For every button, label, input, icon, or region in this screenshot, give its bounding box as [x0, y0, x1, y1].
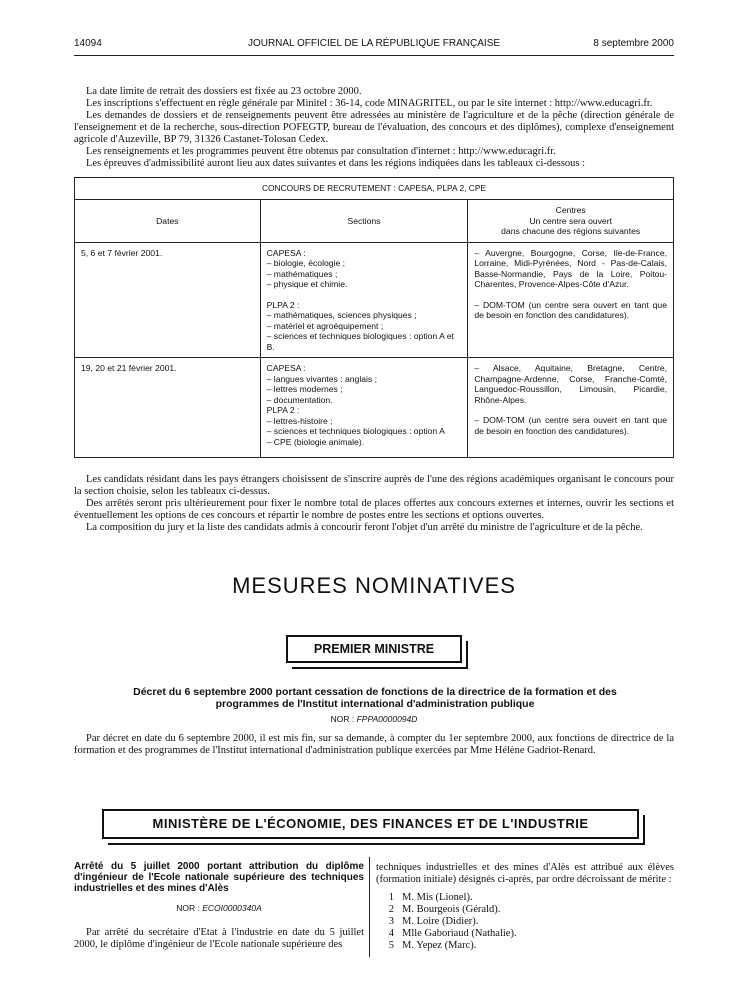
arrete-body-right: techniques industrielles et des mines d'Alès est attribué aux élèves (formation initiale) désignés ci-après, par ordre décroissant de mérite :: [376, 862, 674, 885]
row1-sections: [260, 242, 468, 358]
list-item: 1 M. Mis (Lionel).: [388, 892, 473, 903]
after-candidats: Les candidats résidant dans les pays étrangers choisissent de s'inscrire auprès de l'une des régions académiques organisant le concours pour la section choisie, selon les tableaux ci-dessus.: [74, 474, 674, 497]
ranking-list: [376, 892, 674, 952]
nor-label: NOR :: [330, 714, 355, 724]
row2-plpa-item: – sciences et techniques biologiques : option A: [266, 426, 445, 436]
row1-plpa-item: – mathématiques, sciences physiques ;: [266, 310, 417, 320]
header-centres-line2: Un centre sera ouvert: [529, 215, 612, 226]
row1-date: 5, 6 et 7 février 2001.: [75, 242, 261, 358]
header-dates: Dates: [75, 200, 261, 243]
header-centres: [468, 200, 674, 243]
row2-centre-regions: – Alsace, Aquitaine, Bretagne, Centre, Champagne-Ardenne, Corse, Franche-Comté, Languedoc-Roussillon, Limousin, Picardie, Rhône-Alpes.: [474, 363, 667, 405]
arrete-column-left: [74, 861, 364, 951]
intro-renseignements: Les renseignements et les programmes peuvent être obtenus par consultation d'internet : http://www.educagri.fr.: [86, 146, 556, 157]
row1-plpa-item: – matériel et agroéquipement ;: [266, 320, 384, 331]
row2-centres: [468, 358, 674, 458]
nor-code: ECOI0000340A: [202, 903, 262, 913]
header-rule: [74, 55, 674, 56]
after-arretes: Des arrêtés seront pris ultérieurement pour fixer le nombre total de places offertes aux concours externes et internes, ouvrir les sections et éventuellement les options de ces concours et répartir le nombre de postes entre les sections et options ouvertes.: [74, 498, 674, 521]
list-item: 2 M. Bourgeois (Gérald).: [388, 904, 501, 915]
page-number: 14094: [74, 38, 102, 49]
column-divider: [369, 857, 370, 957]
row2-capesa-item: – documentation.: [266, 394, 333, 405]
decree-body: Par décret en date du 6 septembre 2000, il est mis fin, sur sa demande, à compter du 1er septembre 2000, aux fonctions de directrice de la formation et des programmes de l'Institut international d'administration publique exercées par Mme Hélène Gadriot-Renard.: [74, 733, 674, 756]
row2-date: 19, 20 et 21 février 2001.: [75, 358, 261, 458]
issue-date: 8 septembre 2000: [593, 38, 674, 49]
intro-demandes: Les demandes de dossiers et de renseignements peuvent être adressées au ministère de l'agriculture et de la pêche (direction générale de l'enseignement et de la recherche, sous-direction POFEGTP, bureau de l'évaluation, des concours et des diplômes), complexe d'enseignement agricole d'Auzeville, BP 79, 31326 Castanet-Tolosan Cedex.: [74, 110, 674, 145]
arrete-nor: [74, 903, 364, 913]
row2-plpa-item: – lettres-histoire ;: [266, 415, 333, 426]
row2-plpa-item: – CPE (biologie animale).: [266, 436, 365, 447]
row1-capesa-item: – physique et chimie.: [266, 279, 348, 289]
intro-deadline: La date limite de retrait des dossiers est fixée au 23 octobre 2000.: [86, 86, 362, 97]
row1-capesa-label: CAPESA :: [266, 247, 306, 258]
decree-nor: [0, 714, 748, 724]
after-jury: La composition du jury et la liste des candidats admis à concourir feront l'objet d'un arrêté du ministre de l'agriculture et de la pêche.: [86, 522, 643, 533]
row1-capesa-item: – mathématiques ;: [266, 268, 338, 279]
nor-label: NOR :: [176, 903, 200, 913]
row1-plpa-item: – sciences et techniques biologiques : option A et B.: [266, 331, 454, 352]
row1-centres: [468, 242, 674, 358]
premier-ministre-box: PREMIER MINISTRE: [286, 635, 462, 663]
journal-title: JOURNAL OFFICIEL DE LA RÉPUBLIQUE FRANÇAISE: [247, 38, 501, 49]
table-title: CONCOURS DE RECRUTEMENT : CAPESA, PLPA 2, CPE: [75, 178, 674, 200]
list-item: 3 M. Loire (Didier).: [388, 916, 479, 927]
arrete-body-left: Par arrêté du secrétaire d'Etat à l'industrie en date du 5 juillet 2000, le diplôme d'ingénieur de l'Ecole nationale supérieure des: [74, 927, 364, 950]
row1-plpa-label: PLPA 2 :: [266, 299, 300, 310]
intro-inscriptions: Les inscriptions s'effectuent en règle générale par Minitel : 36-14, code MINAGRITEL, ou par le site internet : http://www.educagri.fr.: [86, 98, 653, 109]
row2-capesa-label: CAPESA :: [266, 363, 306, 373]
row2-plpa-label: PLPA 2 :: [266, 405, 300, 415]
row1-centre-regions: – Auvergne, Bourgogne, Corse, Ile-de-France, Lorraine, Midi-Pyrénées, Nord - Pas-de-Calais, Basse-Normandie, Pays de la Loire, Poitou-Charentes, Provence-Alpes-Côte d'Azur.: [474, 247, 667, 289]
row2-centre-domtom: – DOM-TOM (un centre sera ouvert en tant que de besoin en fonction des candidatures).: [474, 415, 667, 436]
row2-sections: [260, 358, 468, 458]
nor-code: FPPA0000094D: [356, 714, 418, 724]
row2-capesa-item: – lettres modernes ;: [266, 384, 343, 394]
row1-capesa-item: – biologie, écologie ;: [266, 258, 345, 268]
list-item: 5 M. Yepez (Marc).: [388, 940, 477, 951]
arrete-column-right: [376, 862, 674, 952]
concours-table: [74, 177, 674, 458]
row2-capesa-item: – langues vivantes : anglais ;: [266, 373, 377, 384]
row1-centre-domtom: – DOM-TOM (un centre sera ouvert en tant que de besoin en fonction des candidatures).: [474, 299, 667, 320]
intro-epreuves: Les épreuves d'admissibilité auront lieu aux dates suivantes et dans les régions indiquées dans les tableaux ci-dessous :: [86, 158, 586, 169]
ministere-box: MINISTÈRE DE L'ÉCONOMIE, DES FINANCES ET DE L'INDUSTRIE: [102, 809, 639, 839]
list-item: 4 Mlle Gaboriaud (Nathalie).: [388, 928, 517, 939]
decree-title: Décret du 6 septembre 2000 portant cessation de fonctions de la directrice de la formation et des programmes de l'Institut international d'administration publique: [133, 686, 617, 710]
header-centres-line1: Centres: [555, 205, 586, 215]
arrete-title: Arrêté du 5 juillet 2000 portant attribution du diplôme d'ingénieur de l'Ecole nationale supérieure des techniques industrielles et des mines d'Alès: [74, 861, 364, 894]
header-centres-line3: dans chacune des régions suivantes: [501, 226, 641, 236]
section-heading: MESURES NOMINATIVES: [232, 573, 516, 598]
header-sections: Sections: [260, 200, 468, 243]
